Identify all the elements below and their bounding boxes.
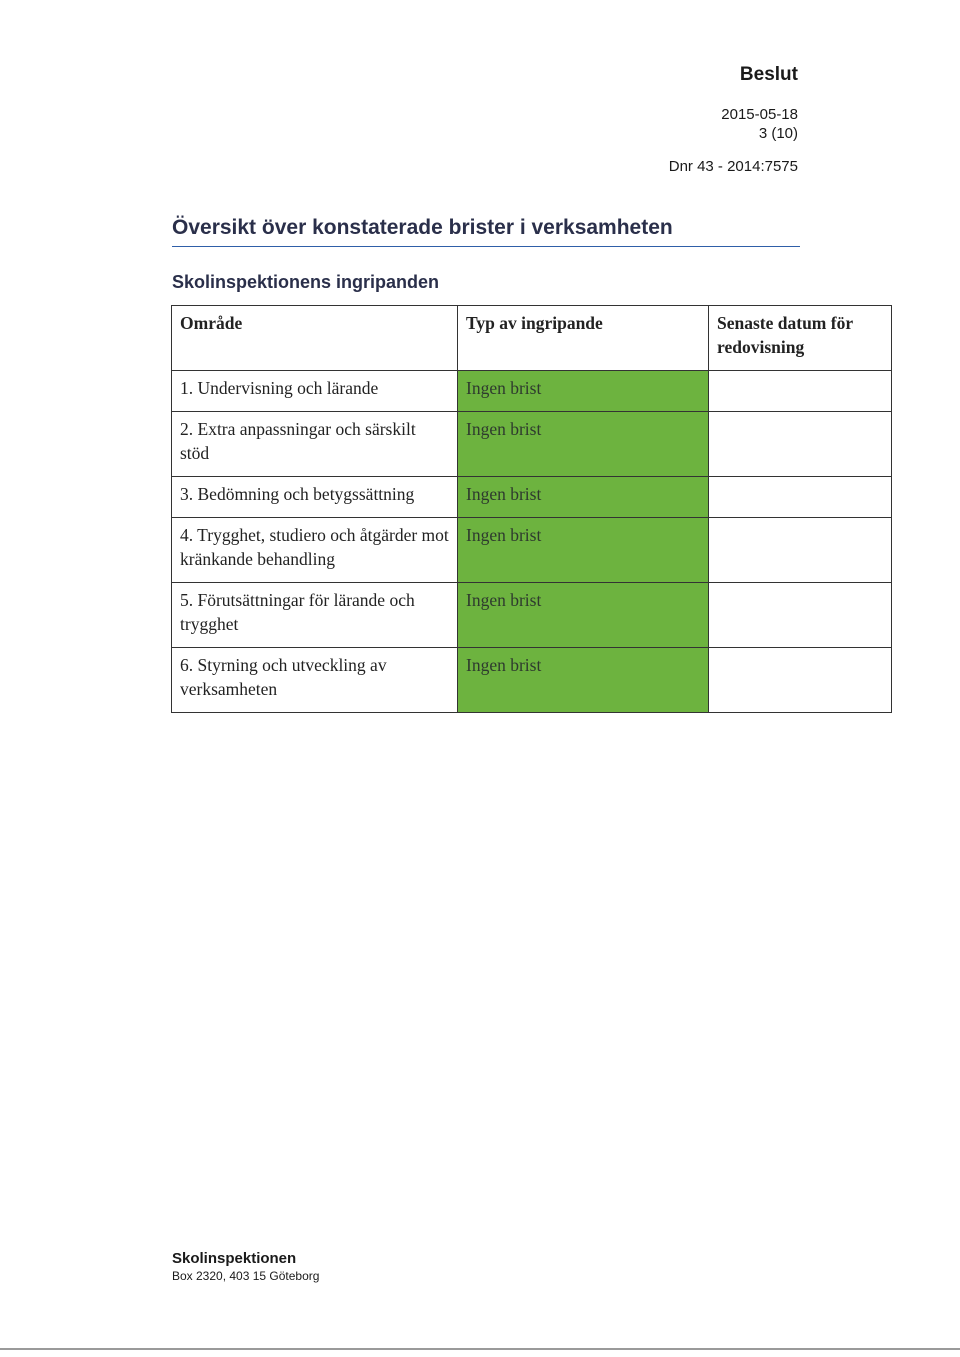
section-title: Skolinspektionens ingripanden bbox=[172, 272, 440, 292]
report-date-cell bbox=[709, 477, 892, 518]
report-date-cell bbox=[709, 371, 892, 412]
document-date: 2015-05-18 bbox=[721, 106, 798, 123]
area-cell: 1. Undervisning och lärande bbox=[172, 371, 458, 412]
report-date-cell bbox=[709, 518, 892, 583]
area-cell: 2. Extra anpassningar och särskilt stöd bbox=[172, 412, 458, 477]
report-date-cell bbox=[709, 648, 892, 713]
intervention-type-cell: Ingen brist bbox=[458, 477, 709, 518]
page-title: Översikt över konstaterade brister i verksamheten bbox=[172, 214, 800, 247]
column-header-type: Typ av ingripande bbox=[458, 306, 709, 371]
footer-address: Box 2320, 403 15 Göteborg bbox=[172, 1269, 320, 1283]
intervention-type-cell: Ingen brist bbox=[458, 518, 709, 583]
table-row bbox=[172, 583, 892, 648]
table-row bbox=[172, 648, 892, 713]
intervention-type-cell: Ingen brist bbox=[458, 371, 709, 412]
intervention-type-cell: Ingen brist bbox=[458, 583, 709, 648]
table-row bbox=[172, 477, 892, 518]
intervention-type-cell: Ingen brist bbox=[458, 412, 709, 477]
table-row bbox=[172, 412, 892, 477]
registration-number: Dnr 43 - 2014:7575 bbox=[668, 158, 798, 175]
report-date-cell bbox=[709, 583, 892, 648]
table-row bbox=[172, 371, 892, 412]
column-header-date: Senaste datum för redovisning bbox=[709, 306, 892, 371]
page-bottom-divider bbox=[0, 1348, 960, 1350]
area-cell: 4. Trygghet, studiero och åtgärder mot kränkande behandling bbox=[172, 518, 458, 583]
table-header-row bbox=[172, 306, 892, 371]
findings-table bbox=[171, 305, 892, 713]
table-row bbox=[172, 518, 892, 583]
intervention-type-cell: Ingen brist bbox=[458, 648, 709, 713]
document-type: Beslut bbox=[739, 64, 798, 85]
area-cell: 6. Styrning och utveckling av verksamheten bbox=[172, 648, 458, 713]
footer bbox=[172, 1249, 319, 1284]
page-number: 3 (10) bbox=[758, 125, 798, 142]
column-header-area: Område bbox=[172, 306, 458, 371]
area-cell: 5. Förutsättningar för lärande och trygghet bbox=[172, 583, 458, 648]
footer-organization: Skolinspektionen bbox=[172, 1250, 297, 1267]
report-date-cell bbox=[709, 412, 892, 477]
document-header bbox=[669, 62, 798, 176]
area-cell: 3. Bedömning och betygssättning bbox=[172, 477, 458, 518]
